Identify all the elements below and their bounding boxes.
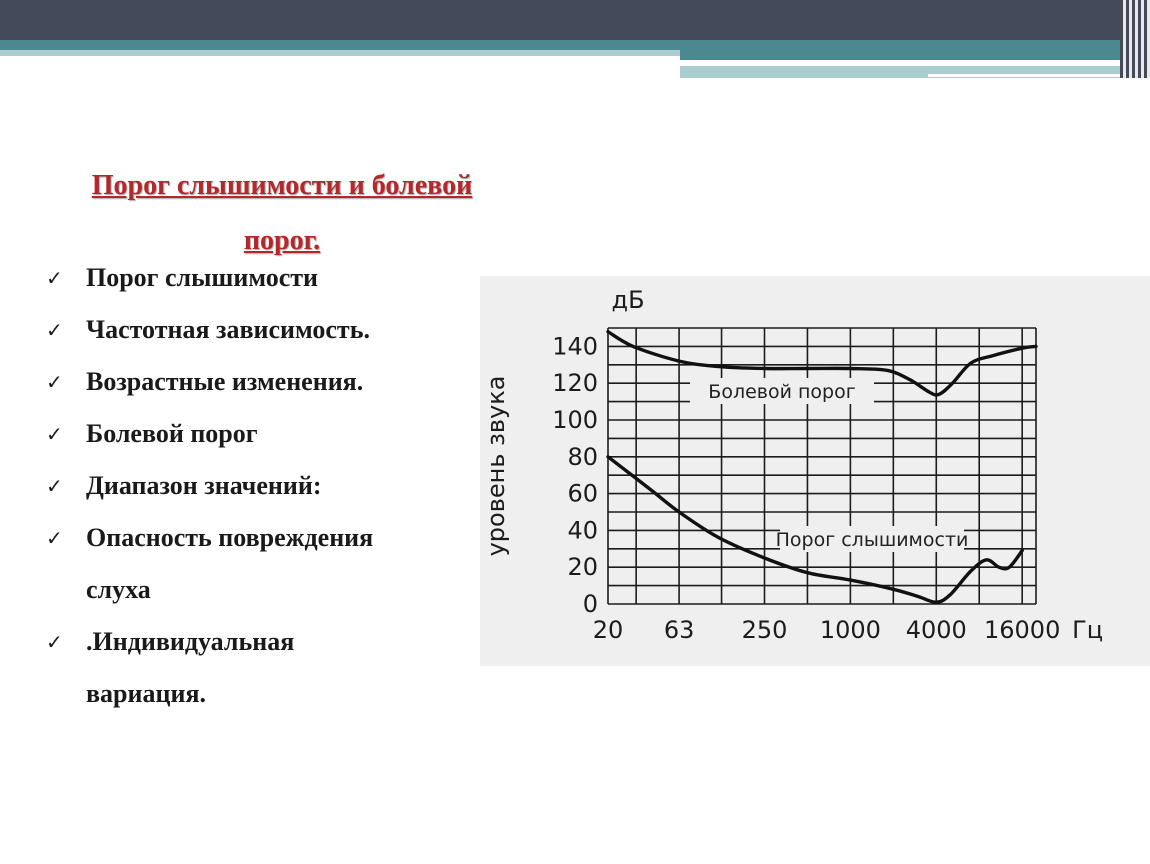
x-tick-label: 1000 [819, 616, 881, 644]
bullet-text: вариация. [86, 679, 207, 708]
bullet-item [46, 512, 486, 564]
y-tick-label: 120 [552, 369, 598, 398]
x-tick-label: 4000 [905, 616, 967, 644]
bullet-list [46, 252, 486, 720]
header-bar-teal-right [680, 50, 1120, 60]
bullet-item [46, 616, 486, 668]
chart-curves [608, 332, 1036, 603]
header-bar-dark [0, 0, 1120, 40]
y-unit-label: дБ [611, 286, 645, 314]
x-unit-label: Гц [1072, 616, 1104, 644]
chart-labels [482, 286, 1103, 644]
bullet-item [46, 408, 486, 460]
y-tick-label: 40 [567, 516, 598, 545]
y-axis-label: уровень звука [482, 375, 510, 557]
bullet-text: Опасность повреждения [86, 523, 374, 552]
bullet-text: Болевой порог [86, 419, 258, 448]
header-bar-light [0, 50, 680, 56]
bullet-text: Возрастные изменения. [86, 367, 364, 396]
bullet-item-continuation [46, 564, 486, 616]
bullet-item-continuation [46, 668, 486, 720]
series-label: Болевой порог [708, 381, 856, 403]
slide-title-line1: Порог слышимости и болевой [91, 170, 473, 201]
x-tick-label: 63 [663, 616, 695, 644]
bullet-text: .Индивидуальная [86, 627, 295, 656]
checkmark-icon: ✓ [46, 370, 63, 394]
slide-title-line2: порог. [243, 225, 321, 256]
y-tick-label: 100 [552, 406, 598, 434]
checkmark-icon: ✓ [46, 266, 63, 290]
checkmark-icon: ✓ [46, 526, 63, 550]
bullet-text: Диапазон значений: [86, 471, 322, 500]
x-tick-label: 16000 [983, 616, 1061, 644]
header-stripes [1120, 0, 1150, 78]
y-tick-label: 60 [567, 479, 598, 508]
bullet-item [46, 304, 486, 356]
header-rule-short [928, 74, 1120, 77]
bullet-item [46, 252, 486, 304]
checkmark-icon: ✓ [46, 630, 63, 654]
checkmark-icon: ✓ [46, 318, 63, 342]
checkmark-icon: ✓ [46, 422, 63, 446]
x-tick-label: 250 [741, 616, 788, 644]
y-tick-label: 80 [567, 442, 598, 471]
bullet-item [46, 460, 486, 512]
bullet-text: Порог слышимости [86, 263, 319, 292]
y-tick-label: 20 [567, 553, 598, 582]
bullet-text: слуха [86, 575, 151, 604]
header-rule [680, 62, 1065, 64]
series-label: Порог слышимости [775, 529, 969, 551]
bullet-text: Частотная зависимость. [86, 315, 370, 344]
y-tick-label: 0 [582, 590, 598, 618]
x-tick-label: 20 [592, 616, 624, 644]
bullet-item [46, 356, 486, 408]
hearing-threshold-chart [480, 276, 1150, 666]
chart-image [480, 276, 1150, 666]
y-tick-label: 140 [552, 332, 598, 361]
checkmark-icon: ✓ [46, 474, 63, 498]
header-bar-teal [0, 40, 1120, 50]
